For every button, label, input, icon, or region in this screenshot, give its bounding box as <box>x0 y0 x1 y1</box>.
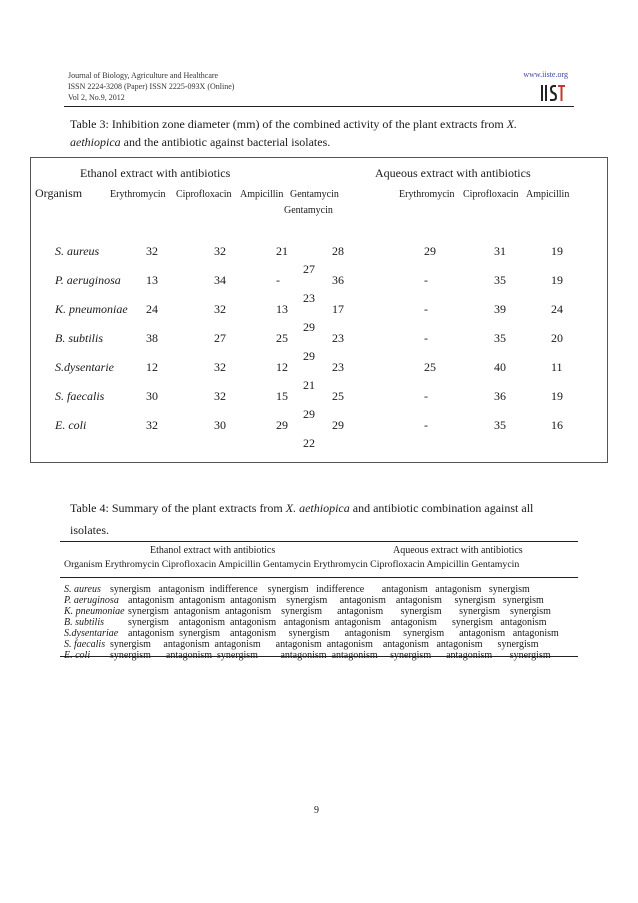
table3-group-ethanol: Ethanol extract with antibiotics <box>80 166 231 180</box>
table3-value-cell: 31 <box>494 244 506 258</box>
table4-bottom-rule <box>60 656 578 657</box>
table3-value-cell: 36 <box>332 273 344 287</box>
table3-value-cell: 35 <box>494 331 506 345</box>
table3-organism-cell: P. aeruginosa <box>55 273 121 287</box>
table4-interaction-values: synergism antagonism antagonism synergism antagonism synergism synergism synergism <box>128 606 551 617</box>
iiste-logo <box>540 83 566 103</box>
table4-header-row: Organism Erythromycin Ciprofloxacin Ampicillin Gentamycin Erythromycin Ciprofloxacin Ampicillin Gentamycin <box>64 559 520 570</box>
table4-caption-tail: and antibiotic combination against all <box>349 501 534 515</box>
table3-caption-tail: and the antibiotic against bacterial isolates. <box>120 135 331 149</box>
table3-value-cell: 27 <box>214 331 226 345</box>
table3-value-cell: 32 <box>214 389 226 403</box>
table3-value-cell: 35 <box>494 418 506 432</box>
table3-value-cell: 25 <box>276 331 288 345</box>
table3-value-cell: 15 <box>276 389 288 403</box>
table3-organism-header: Organism <box>35 186 83 200</box>
table3-value-cell: - <box>424 273 428 287</box>
table4-caption-species: X. aethiopica <box>285 501 350 515</box>
table3-value-cell: 28 <box>332 244 344 258</box>
table4-organism-cell: K. pneumoniae <box>64 606 125 617</box>
table3-caption-species-genus: X. <box>506 117 518 131</box>
journal-website-link[interactable]: www.iiste.org <box>523 70 568 79</box>
table3-value-cell: 32 <box>146 244 158 258</box>
table3-col-erythromycin: Erythromycin <box>110 189 166 200</box>
table3-value-cell: - <box>424 389 428 403</box>
table3-value-cell: 34 <box>214 273 226 287</box>
table3-value-cell: 35 <box>494 273 506 287</box>
table3-value-cell: 12 <box>276 360 288 374</box>
table3-col-gentamycin-repeat: Gentamycin <box>284 205 333 216</box>
table3-organism-cell: K. pneumoniae <box>55 302 128 316</box>
table4-organism-cell: B. subtilis <box>64 617 105 628</box>
table3-organism-cell: E. coli <box>55 418 87 432</box>
table3-caption-text: Table 3: Inhibition zone diameter (mm) of the combined activity of the plant extracts from <box>70 117 507 131</box>
table3-value-cell: 39 <box>494 302 506 316</box>
table3-organism-cell: S. aureus <box>55 244 100 258</box>
table3-value-cell: 29 <box>303 349 315 363</box>
table3-group-aqueous: Aqueous extract with antibiotics <box>375 166 531 180</box>
table3-value-cell: 23 <box>332 331 344 345</box>
table4-organism-cell: S. aureus <box>64 584 101 595</box>
table3-organism-cell: B. subtilis <box>55 331 104 345</box>
table3-col-aq-ampicillin: Ampicillin <box>526 189 570 200</box>
table4-interaction-values: antagonism antagonism antagonism synergism antagonism antagonism synergism synergism <box>128 595 544 606</box>
table3-value-cell: 23 <box>303 291 315 305</box>
table3-value-cell: - <box>424 302 428 316</box>
table3-value-cell: 24 <box>146 302 158 316</box>
table3-value-cell: 24 <box>551 302 563 316</box>
table3-value-cell: 21 <box>303 378 315 392</box>
table3-value-cell: 16 <box>551 418 563 432</box>
table3-value-cell: 19 <box>551 389 563 403</box>
table3-value-cell: 29 <box>303 407 315 421</box>
table3-value-cell: 21 <box>276 244 288 258</box>
journal-header <box>68 70 234 103</box>
table3-value-cell: 29 <box>424 244 436 258</box>
table3-value-cell: 29 <box>276 418 288 432</box>
table3-value-cell: 17 <box>332 302 344 316</box>
table4-organism-cell: S. faecalis <box>64 639 106 650</box>
table3-value-cell: 25 <box>424 360 436 374</box>
table3-value-cell: 20 <box>551 331 563 345</box>
table4-interaction-values: synergism antagonism antagonism antagonism antagonism antagonism antagonism synergism <box>110 639 539 650</box>
table4-top-rule <box>60 541 578 542</box>
table3-value-cell: - <box>424 331 428 345</box>
table4-caption-text: Table 4: Summary of the plant extracts from <box>70 501 286 515</box>
table3-value-cell: 22 <box>303 436 315 450</box>
table3-value-cell: 19 <box>551 244 563 258</box>
table3-value-cell: 30 <box>214 418 226 432</box>
table4-interaction-values: synergism antagonism synergism antagonism antagonism synergism antagonism synergism <box>110 650 551 661</box>
table3-value-cell: 12 <box>146 360 158 374</box>
table3-col-ampicillin: Ampicillin <box>240 189 284 200</box>
table3-value-cell: 32 <box>214 360 226 374</box>
table4-organism-cell: P. aeruginosa <box>64 595 119 606</box>
table3-col-aq-erythromycin: Erythromycin <box>399 189 455 200</box>
table4-group-aqueous: Aqueous extract with antibiotics <box>393 545 523 556</box>
table3-value-cell: 19 <box>551 273 563 287</box>
table3-value-cell: 32 <box>214 302 226 316</box>
table4-group-ethanol: Ethanol extract with antibiotics <box>150 545 276 556</box>
table4-header-rule <box>60 577 578 578</box>
journal-title: Journal of Biology, Agriculture and Healthcare <box>68 71 219 80</box>
table4-interaction-values: synergism antagonism indifference synergism indifference antagonism antagonism synergism <box>110 584 530 595</box>
table4-organism-cell: S.dysentariae <box>64 628 119 639</box>
table3-value-cell: 38 <box>146 331 158 345</box>
journal-issn: ISSN 2224-3208 (Paper) ISSN 2225-093X (Online) <box>68 82 235 91</box>
table3-col-gentamycin: Gentamycin <box>290 189 339 200</box>
table3-value-cell: 11 <box>551 360 563 374</box>
table4-interaction-values: antagonism synergism antagonism synergism antagonism synergism antagonism antagonism <box>128 628 559 639</box>
table3-value-cell: 29 <box>332 418 344 432</box>
table3-caption <box>70 115 570 151</box>
table3-value-cell: 25 <box>332 389 344 403</box>
table4-caption-line2: isolates. <box>70 523 109 537</box>
table3-caption-species-epithet: aethiopica <box>70 135 121 149</box>
table4-interaction-values: synergism antagonism antagonism antagonism antagonism antagonism synergism antagonism <box>128 617 547 628</box>
table3-value-cell: - <box>276 273 280 287</box>
page-number: 9 <box>314 805 319 816</box>
table4-caption <box>70 497 570 541</box>
table3-value-cell: 23 <box>332 360 344 374</box>
table3-value-cell: 27 <box>303 262 315 276</box>
table3-value-cell: 36 <box>494 389 506 403</box>
table3-value-cell: 32 <box>214 244 226 258</box>
table3-col-aq-ciprofloxacin: Ciprofloxacin <box>463 189 519 200</box>
table3-value-cell: 13 <box>146 273 158 287</box>
table3-value-cell: 32 <box>146 418 158 432</box>
table3-value-cell: - <box>424 418 428 432</box>
table3-value-cell: 29 <box>303 320 315 334</box>
journal-volume: Vol 2, No.9, 2012 <box>68 93 125 102</box>
table3-organism-cell: S. faecalis <box>55 389 105 403</box>
table3-value-cell: 30 <box>146 389 158 403</box>
header-rule <box>64 106 574 107</box>
table4-organism-cell: E. coli <box>64 650 91 661</box>
table3-value-cell: 40 <box>494 360 506 374</box>
table3-col-ciprofloxacin: Ciprofloxacin <box>176 189 232 200</box>
table3-value-cell: 13 <box>276 302 288 316</box>
table3-organism-cell: S.dysentarie <box>55 360 114 374</box>
